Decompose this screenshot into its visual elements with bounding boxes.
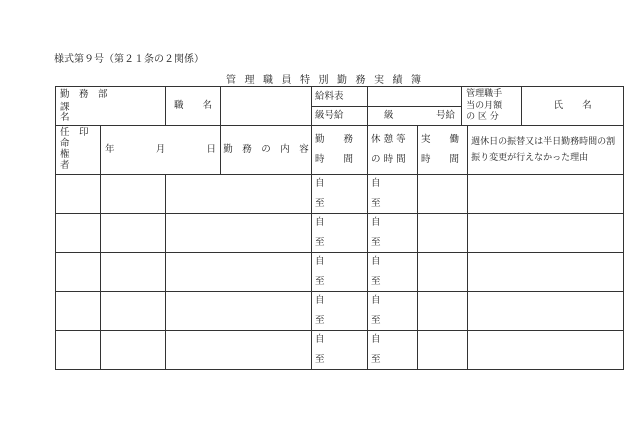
work-time-cell[interactable] [312, 330, 368, 369]
date-cell[interactable] [101, 174, 166, 213]
actual-time-cell[interactable] [418, 330, 468, 369]
appointer-cell[interactable] [56, 174, 101, 213]
work-content-header [221, 126, 312, 175]
work-content-cell[interactable] [166, 174, 312, 213]
date-cell[interactable] [101, 291, 166, 330]
reason-cell[interactable] [468, 213, 624, 252]
actual-time-header [418, 126, 468, 175]
actual-time-cell[interactable] [418, 213, 468, 252]
actual-time-cell[interactable] [418, 252, 468, 291]
manager-allowance-line-2: 当の月額 [466, 100, 503, 111]
work-time-header [312, 126, 368, 175]
date-header [101, 126, 221, 175]
appointer-cell[interactable] [56, 291, 101, 330]
rest-time-cell[interactable] [368, 213, 418, 252]
salary-table-value-cell[interactable] [368, 87, 462, 107]
table-row [56, 174, 624, 213]
name-suffix-label: 名 [60, 111, 70, 123]
name-label: 氏 名 [553, 100, 592, 112]
to-label: 至 [315, 354, 325, 366]
appointer-line-1: 任 印 [60, 127, 89, 138]
from-label: 自 [371, 177, 381, 189]
to-label: 至 [315, 198, 325, 210]
work-content-cell[interactable] [166, 330, 312, 369]
grade-pay-label: 級号給 [315, 110, 344, 121]
appointer-cell[interactable] [56, 330, 101, 369]
to-label: 至 [371, 237, 381, 249]
work-time-cell[interactable] [312, 174, 368, 213]
work-time-line-2: 時 間 [315, 153, 354, 165]
form-label: 様式第９号（第２１条の２関係） [54, 54, 204, 65]
manager-allowance-cell [462, 87, 522, 126]
to-label: 至 [371, 276, 381, 288]
work-time-cell[interactable] [312, 213, 368, 252]
to-label: 至 [315, 276, 325, 288]
from-label: 自 [371, 216, 381, 228]
salary-table-label: 給料表 [315, 90, 344, 102]
from-label: 自 [315, 177, 325, 189]
record-table [55, 86, 624, 370]
reason-line-1: 週休日の振替又は半日勤務時間の割 [471, 136, 616, 147]
reason-cell[interactable] [468, 252, 624, 291]
grade-pay-value-cell[interactable] [368, 106, 462, 126]
to-label: 至 [315, 315, 325, 327]
month-label: 月 [155, 144, 166, 156]
from-label: 自 [371, 255, 381, 267]
actual-time-line-1: 実 働 [421, 134, 460, 146]
actual-time-line-2: 時 間 [421, 153, 460, 165]
reason-header [468, 126, 624, 175]
section-label: 課 [60, 102, 70, 113]
work-time-cell[interactable] [312, 252, 368, 291]
department-label: 勤 務 部 [60, 89, 108, 100]
salary-table-label-cell [312, 87, 368, 107]
form-title: 管理職員特別勤務実績簿 [226, 75, 430, 86]
reason-cell[interactable] [468, 291, 624, 330]
appointer-header [56, 126, 101, 175]
name-label-cell [522, 87, 624, 126]
department-cell [56, 87, 166, 126]
reason-cell[interactable] [468, 330, 624, 369]
to-label: 至 [371, 354, 381, 366]
position-value-cell[interactable] [221, 87, 312, 126]
rest-time-cell[interactable] [368, 330, 418, 369]
table-row [56, 213, 624, 252]
to-label: 至 [371, 198, 381, 210]
manager-allowance-line-3: の 区 分 [466, 112, 499, 122]
reason-cell[interactable] [468, 174, 624, 213]
work-content-label: 勤 務 の 内 容 [223, 144, 309, 156]
work-time-cell[interactable] [312, 291, 368, 330]
from-label: 自 [371, 294, 381, 306]
appointer-line-3: 権 [60, 148, 70, 160]
rest-time-header [368, 126, 418, 175]
to-label: 至 [371, 315, 381, 327]
from-label: 自 [315, 294, 325, 306]
day-label: 日 [206, 144, 217, 156]
date-cell[interactable] [101, 252, 166, 291]
year-label: 年 [105, 144, 115, 156]
from-label: 自 [315, 255, 325, 267]
work-content-cell[interactable] [166, 213, 312, 252]
position-label-cell [166, 87, 221, 126]
position-label: 職 名 [174, 100, 213, 112]
appointer-cell[interactable] [56, 252, 101, 291]
grade-label: 級 [384, 110, 394, 121]
appointer-line-4: 者 [60, 159, 70, 171]
manager-allowance-line-1: 管理職手 [466, 89, 503, 99]
actual-time-cell[interactable] [418, 291, 468, 330]
from-label: 自 [315, 333, 325, 345]
appointer-line-2: 命 [60, 137, 70, 149]
reason-line-2: 振り変更が行えなかった理由 [471, 152, 589, 163]
work-content-cell[interactable] [166, 291, 312, 330]
table-row [56, 252, 624, 291]
date-cell[interactable] [101, 213, 166, 252]
grade-pay-label-cell [312, 106, 368, 126]
from-label: 自 [315, 216, 325, 228]
rest-time-line-1: 休 憩 等 [371, 134, 406, 146]
appointer-cell[interactable] [56, 213, 101, 252]
table-row [56, 291, 624, 330]
from-label: 自 [371, 333, 381, 345]
work-content-cell[interactable] [166, 252, 312, 291]
rest-time-cell[interactable] [368, 174, 418, 213]
rest-time-cell[interactable] [368, 291, 418, 330]
work-time-line-1: 勤 務 [315, 134, 354, 146]
table-row [56, 330, 624, 369]
pay-label: 号給 [436, 110, 456, 121]
actual-time-cell[interactable] [418, 174, 468, 213]
date-cell[interactable] [101, 330, 166, 369]
rest-time-line-2: の 時 間 [371, 153, 406, 165]
rest-time-cell[interactable] [368, 252, 418, 291]
to-label: 至 [315, 237, 325, 249]
